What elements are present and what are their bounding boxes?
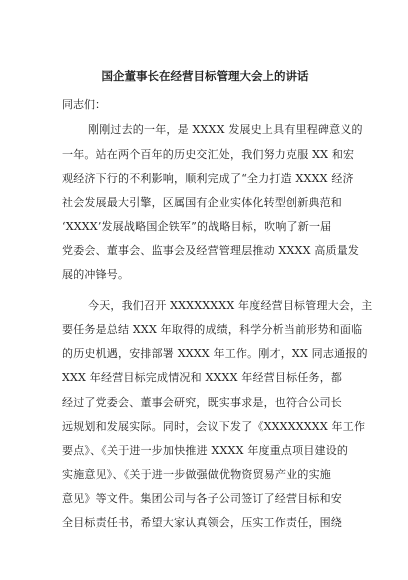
body-line: 要点》、《关于进一步加快推进 XXXX 年度重点项目建设的 [62,444,349,457]
body-line: 刚刚过去的一年，是 XXXX 发展史上具有里程碑意义的 [88,123,363,136]
body-line: 展的冲锋号。 [62,268,130,281]
body-line: 实施意见》、《关于进一步做强做优物资贸易产业的实施 [62,468,331,481]
body-line: 远规划和发展实际。同时，会议下发了《XXXXXXXX 年工作 [62,420,366,433]
body-line: 全目标责任书，希望大家认真领会，压实工作责任，围绕 [62,516,342,529]
body-line: 要任务是总结 XXX 年取得的成绩，科学分析当前形势和面临 [62,323,363,336]
body-line: ‘XXXX’发展战略国企铁军”的战略目标，吹响了新一届 [62,220,332,233]
body-line: 党委会、董事会、监事会及经营管理层推动 XXXX 高质量发 [62,244,360,257]
body-line: 意见》等文件。集团公司与各子公司签订了经营目标和安 [62,492,342,505]
body-line: 一年。站在两个百年的历史交汇处，我们努力克服 XX 和宏 [62,148,355,161]
body-line: XXX 年经营目标完成情况和 XXXX 年经营目标任务，都 [62,371,343,384]
body-line: 经过了党委会、董事会研究，既实事求是，也符合公司长 [62,396,342,409]
body-line: 今天，我们召开 XXXXXXXX 年度经营目标管理大会，主 [88,299,373,312]
salutation: 同志们： [62,98,106,111]
body-line: 观经济下行的不利影响，顺利完成了“全力打造 XXXX 经济 [62,172,354,185]
document-title: 国企董事长在经营目标管理大会上的讲话 [101,69,309,83]
body-line: 的历史机遇，安排部署 XXXX 年工作。刚才，XX 同志通报的 [62,347,368,360]
body-line: 社会发展最大引擎，区属国有企业实体化转型创新典范和 [62,196,342,209]
